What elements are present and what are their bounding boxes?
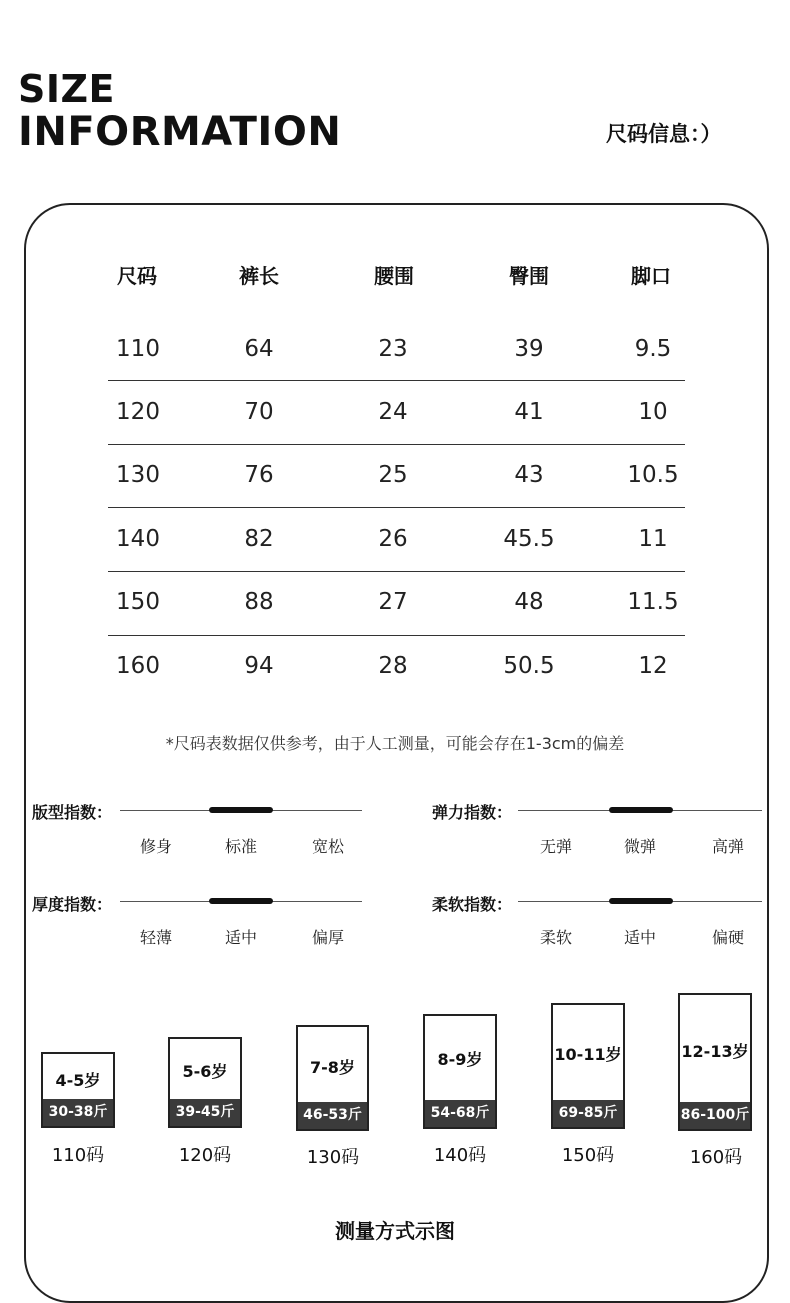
size-note: *尺码表数据仅供参考，由于人工测量，可能会存在1-3cm的偏差 xyxy=(165,734,625,753)
weight-label: 86-100斤 xyxy=(680,1102,750,1129)
table-cell: 9.5 xyxy=(634,336,672,362)
table-cell: 25 xyxy=(378,462,408,488)
header-length: 裤长 xyxy=(239,264,279,288)
elasticity-index-marker xyxy=(609,807,673,813)
table-cell: 11.5 xyxy=(627,589,679,615)
table-cell: 45.5 xyxy=(503,526,555,552)
elasticity-option: 无弹 xyxy=(539,837,573,856)
table-cell: 110 xyxy=(116,336,160,362)
size-label: 130码 xyxy=(306,1147,360,1168)
elasticity-option: 微弹 xyxy=(623,837,657,856)
header-size: 尺码 xyxy=(117,264,157,288)
table-cell: 88 xyxy=(244,589,274,615)
size-label: 120码 xyxy=(178,1145,232,1166)
fit-option: 修身 xyxy=(139,837,173,856)
age-label: 7-8岁 xyxy=(310,1058,355,1077)
row-divider xyxy=(108,635,685,636)
table-cell: 39 xyxy=(514,336,544,362)
size-guide-card xyxy=(678,993,752,1131)
table-cell: 27 xyxy=(378,589,408,615)
weight-label: 46-53斤 xyxy=(298,1102,367,1129)
title-line-1: SIZE xyxy=(18,67,116,111)
table-cell: 76 xyxy=(244,462,274,488)
table-cell: 150 xyxy=(116,589,160,615)
header-hip: 臀围 xyxy=(509,264,549,288)
age-label: 12-13岁 xyxy=(681,1042,749,1061)
softness-index-label: 柔软指数： xyxy=(432,895,513,914)
table-cell: 10.5 xyxy=(627,462,679,488)
table-cell: 28 xyxy=(378,653,408,679)
subtitle: 尺码信息：） xyxy=(606,122,722,146)
table-cell: 50.5 xyxy=(503,653,555,679)
softness-option: 偏硬 xyxy=(711,928,745,947)
table-cell: 94 xyxy=(244,653,274,679)
weight-label: 69-85斤 xyxy=(553,1100,623,1127)
table-cell: 26 xyxy=(378,526,408,552)
table-cell: 64 xyxy=(244,336,274,362)
fit-option: 标准 xyxy=(224,837,258,856)
age-label: 5-6岁 xyxy=(182,1062,228,1081)
size-guide-card xyxy=(168,1037,242,1128)
thickness-option: 适中 xyxy=(224,928,258,947)
softness-option: 柔软 xyxy=(539,928,573,947)
table-cell: 82 xyxy=(244,526,274,552)
size-guide-card xyxy=(41,1052,115,1128)
softness-option: 适中 xyxy=(623,928,657,947)
size-label: 110码 xyxy=(51,1145,105,1166)
row-divider xyxy=(108,380,685,381)
weight-label: 54-68斤 xyxy=(425,1100,495,1127)
table-cell: 12 xyxy=(638,653,668,679)
thickness-index-label: 厚度指数： xyxy=(32,895,113,914)
header-hem: 脚口 xyxy=(631,264,671,288)
elasticity-option: 高弹 xyxy=(711,837,745,856)
row-divider xyxy=(108,571,685,572)
weight-label: 39-45斤 xyxy=(170,1099,240,1126)
table-cell: 48 xyxy=(514,589,544,615)
elasticity-index-label: 弹力指数： xyxy=(432,803,513,822)
age-label: 4-5岁 xyxy=(55,1071,101,1090)
fit-index-marker xyxy=(209,807,273,813)
fit-index-label: 版型指数： xyxy=(32,803,113,822)
softness-index-marker xyxy=(609,898,673,904)
table-cell: 23 xyxy=(378,336,408,362)
size-label: 160码 xyxy=(689,1147,743,1168)
size-label: 150码 xyxy=(561,1145,615,1166)
table-cell: 130 xyxy=(116,462,160,488)
row-divider xyxy=(108,444,685,445)
table-cell: 10 xyxy=(638,399,668,425)
table-cell: 120 xyxy=(116,399,160,425)
age-label: 10-11岁 xyxy=(554,1045,622,1064)
size-guide-card xyxy=(551,1003,625,1129)
row-divider xyxy=(108,507,685,508)
table-cell: 11 xyxy=(638,526,668,552)
age-label: 8-9岁 xyxy=(437,1050,483,1069)
fit-option: 宽松 xyxy=(311,837,345,856)
weight-label: 30-38斤 xyxy=(43,1099,113,1126)
size-guide-card xyxy=(296,1025,369,1131)
table-cell: 70 xyxy=(244,399,274,425)
thickness-option: 轻薄 xyxy=(139,928,173,947)
title-line-2: INFORMATION xyxy=(18,109,342,155)
table-cell: 160 xyxy=(116,653,160,679)
table-cell: 41 xyxy=(514,399,544,425)
thickness-option: 偏厚 xyxy=(311,928,345,947)
size-label: 140码 xyxy=(433,1145,487,1166)
page-title xyxy=(18,67,342,155)
header-waist: 腰围 xyxy=(374,264,414,288)
thickness-index-marker xyxy=(209,898,273,904)
size-guide-card xyxy=(423,1014,497,1129)
table-cell: 140 xyxy=(116,526,160,552)
table-cell: 43 xyxy=(514,462,544,488)
table-cell: 24 xyxy=(378,399,408,425)
measurement-diagram-title: 测量方式示图 xyxy=(335,1219,455,1243)
